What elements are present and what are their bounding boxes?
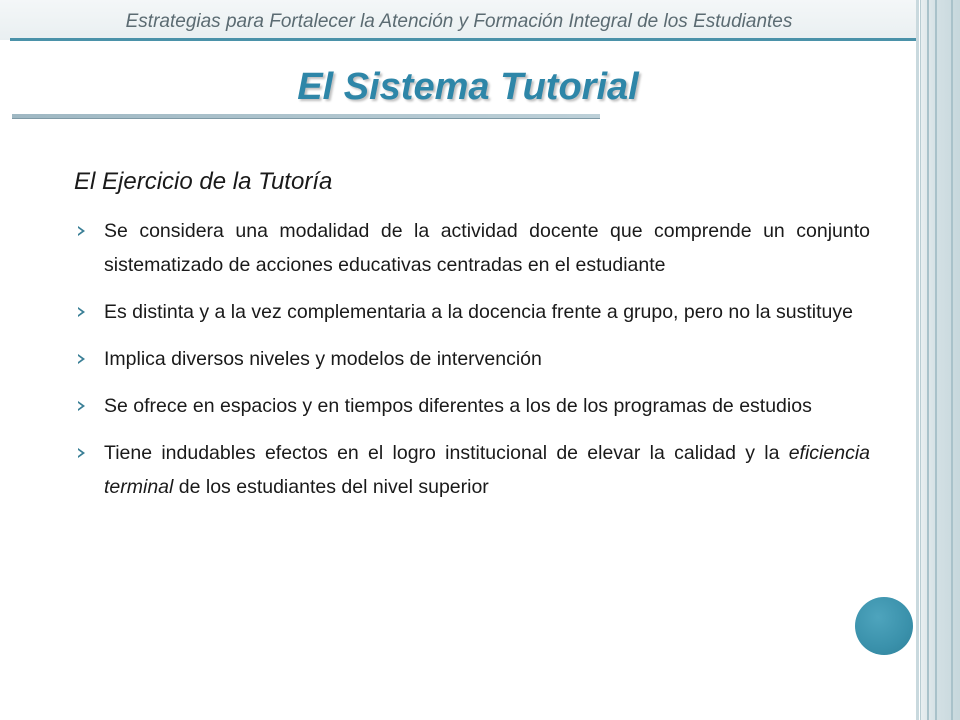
bullet-text-emphasis: eficiencia terminal [104, 442, 870, 498]
title-underline [12, 114, 600, 119]
list-item [78, 436, 870, 504]
bullet-text: Se considera una modalidad de la actividad docente que comprende un conjunto sistematizado de acciones educativas centradas en el estudiante [104, 220, 870, 276]
header-bar [0, 0, 918, 40]
arrow-bullet-icon [78, 354, 85, 364]
section-subtitle: El Ejercicio de la Tutoría [74, 168, 333, 195]
bullet-list [78, 214, 870, 517]
header-rule [10, 38, 918, 41]
slide-title: El Sistema Tutorial [297, 66, 639, 108]
bullet-text-start: Tiene indudables efectos en el logro institucional de elevar la calidad y la [104, 442, 789, 464]
list-item [78, 295, 870, 329]
bullet-text-end: de los estudiantes del nivel superior [173, 476, 489, 498]
arrow-bullet-icon [78, 401, 85, 411]
arrow-bullet-icon [78, 448, 85, 458]
arrow-bullet-icon [78, 307, 85, 317]
arrow-bullet-icon [78, 226, 85, 236]
bullet-text: Es distinta y a la vez complementaria a la docencia frente a grupo, pero no la sustituye [104, 301, 853, 323]
bullet-text: Implica diversos niveles y modelos de intervención [104, 348, 542, 370]
header-text: Estrategias para Fortalecer la Atención y Formación Integral de los Estudiantes [125, 11, 793, 32]
frame-line [951, 0, 953, 720]
list-item [78, 214, 870, 282]
list-item [78, 389, 870, 423]
bullet-text: Se ofrece en espacios y en tiempos diferentes a los de los programas de estudios [104, 395, 812, 417]
decorative-circle [855, 597, 913, 655]
list-item [78, 342, 870, 376]
